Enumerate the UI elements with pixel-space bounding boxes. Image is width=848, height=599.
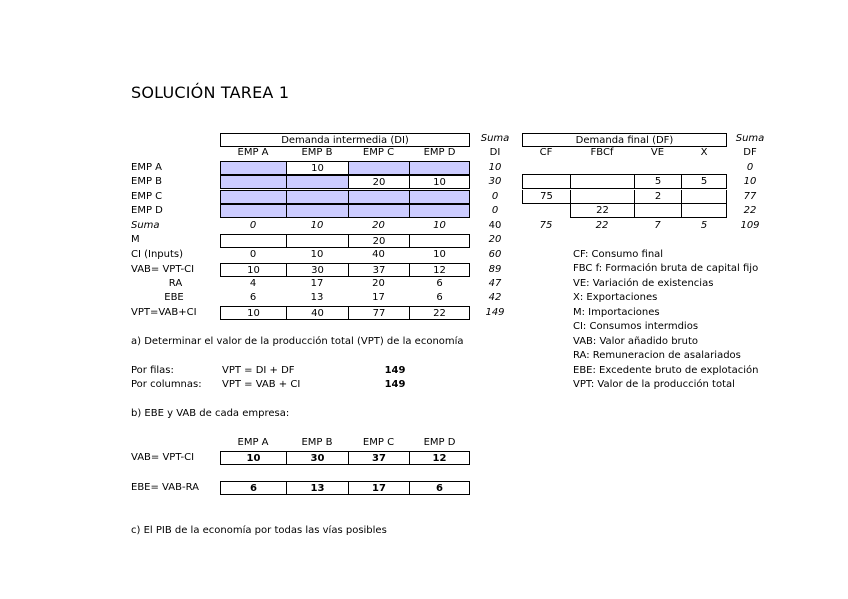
- df-cell: 22: [570, 204, 635, 218]
- ci-cell: 10: [433, 249, 446, 260]
- question-c: c) El PIB de la economía por todas las vías posibles: [131, 525, 387, 536]
- di-cell: 10: [286, 161, 349, 175]
- sum-df-cell: 10: [743, 176, 757, 187]
- suma-di-header: Suma: [480, 133, 510, 144]
- df-cell: [522, 204, 571, 218]
- row-label-vab: VAB= VPT-CI: [131, 264, 195, 275]
- col-header-df: DF: [743, 147, 757, 158]
- sum-di-cell: 30: [488, 176, 502, 187]
- di-cell: 10: [409, 175, 470, 189]
- ebe-sum: 42: [488, 292, 502, 303]
- di-cell: [409, 204, 470, 218]
- di-cell: [220, 175, 287, 189]
- col-header-fbcf: FBCf: [590, 147, 614, 158]
- legend-item: CI: Consumos intermdios: [573, 321, 699, 332]
- suma-cell: 20: [372, 220, 385, 231]
- qb-ebe-label: EBE= VAB-RA: [131, 482, 199, 493]
- vpt-cell: 40: [286, 306, 349, 320]
- ebe-cell: 13: [310, 292, 324, 303]
- qb-col-header: EMP D: [423, 437, 456, 448]
- m-cell: 20: [348, 234, 410, 248]
- sum-di-cell: 0: [491, 205, 499, 216]
- m-sum: 20: [488, 234, 502, 245]
- qb-col-header: EMP C: [362, 437, 395, 448]
- suma-total-di: 40: [488, 220, 502, 231]
- vpt-cell: 22: [409, 306, 470, 320]
- sum-df-cell: 77: [743, 191, 757, 202]
- qb-vab-cell: 30: [286, 451, 349, 465]
- por-columnas-value: 149: [384, 379, 406, 390]
- col-header-di: DI: [489, 147, 501, 158]
- legend-item: M: Importaciones: [573, 307, 660, 318]
- suma-cell: 10: [310, 220, 324, 231]
- qb-ebe-cell: 17: [348, 481, 410, 495]
- row-label-ebe: EBE: [164, 292, 184, 303]
- di-cell: [348, 161, 410, 175]
- vab-cell: 37: [348, 263, 410, 277]
- df-cell: 75: [522, 190, 571, 204]
- ra-cell: 4: [249, 278, 257, 289]
- suma-df-cell: 22: [595, 220, 609, 231]
- di-cell: [286, 204, 349, 218]
- sum-df-cell: 0: [746, 162, 754, 173]
- legend-item: X: Exportaciones: [573, 292, 658, 303]
- row-label-emp-a: EMP A: [131, 162, 162, 173]
- di-cell: [348, 204, 410, 218]
- df-cell: 2: [634, 190, 682, 204]
- di-cell: [286, 175, 349, 189]
- legend-item: CF: Consumo final: [573, 249, 664, 260]
- row-label-vpt: VPT=VAB+CI: [131, 307, 197, 318]
- qb-vab-cell: 10: [220, 451, 287, 465]
- col-header-emp-b: EMP B: [301, 147, 333, 158]
- page-title: SOLUCIÓN TAREA 1: [131, 83, 290, 102]
- qb-ebe-cell: 6: [220, 481, 287, 495]
- ci-cell: 0: [249, 249, 257, 260]
- qb-ebe-cell: 6: [409, 481, 470, 495]
- di-cell: [286, 190, 349, 204]
- suma-df-cell: 5: [700, 220, 708, 231]
- m-cell: [220, 234, 287, 248]
- df-cell: [570, 161, 635, 175]
- ebe-cell: 17: [372, 292, 385, 303]
- row-label-ra: RA: [168, 278, 183, 289]
- di-cell: [220, 190, 287, 204]
- ci-sum: 60: [488, 249, 502, 260]
- col-header-emp-c: EMP C: [362, 147, 395, 158]
- question-a: a) Determinar el valor de la producción total (VPT) de la economía: [131, 336, 464, 347]
- df-cell: 5: [634, 175, 682, 189]
- df-cell: [570, 175, 635, 189]
- question-b: b) EBE y VAB de cada empresa:: [131, 408, 290, 419]
- ci-cell: 40: [372, 249, 385, 260]
- df-cell: 5: [681, 175, 727, 189]
- por-columnas-label: Por columnas:: [131, 379, 202, 390]
- di-cell: [409, 161, 470, 175]
- suma-df-header: Suma: [735, 133, 765, 144]
- suma-df-cell: 7: [654, 220, 661, 231]
- legend-item: VE: Variación de existencias: [573, 278, 714, 289]
- df-cell: [681, 190, 727, 204]
- col-header-cf: CF: [539, 147, 553, 158]
- col-header-x: X: [700, 147, 708, 158]
- col-header-ve: VE: [650, 147, 665, 158]
- di-cell: [409, 190, 470, 204]
- row-label-ci: CI (Inputs): [131, 249, 184, 260]
- vpt-cell: 10: [220, 306, 287, 320]
- qb-ebe-cell: 13: [286, 481, 349, 495]
- df-cell: [681, 161, 727, 175]
- legend-item: RA: Remuneracion de asalariados: [573, 350, 741, 361]
- por-filas-formula: VPT = DI + DF: [222, 365, 295, 376]
- ra-cell: 20: [372, 278, 385, 289]
- di-cell: [220, 204, 287, 218]
- df-cell: [522, 161, 571, 175]
- legend-item: VPT: Valor de la producción total: [573, 379, 735, 390]
- ra-cell: 6: [436, 278, 443, 289]
- qb-vab-cell: 12: [409, 451, 470, 465]
- vab-cell: 30: [286, 263, 349, 277]
- suma-cell: 0: [249, 220, 257, 231]
- vab-cell: 10: [220, 263, 287, 277]
- m-cell: [409, 234, 470, 248]
- di-cell: [348, 190, 410, 204]
- df-cell: [570, 190, 635, 204]
- vpt-cell: 77: [348, 306, 410, 320]
- sum-df-cell: 22: [743, 205, 757, 216]
- row-label-emp-d: EMP D: [131, 205, 163, 216]
- di-header: Demanda intermedia (DI): [220, 133, 470, 147]
- legend-item: VAB: Valor añadido bruto: [573, 336, 699, 347]
- legend-item: FBC f: Formación bruta de capital fijo: [573, 263, 759, 274]
- m-cell: [286, 234, 349, 248]
- suma-total-df: 109: [740, 220, 760, 231]
- vab-sum: 89: [488, 264, 502, 275]
- ci-cell: 10: [310, 249, 324, 260]
- row-label-emp-c: EMP C: [131, 191, 163, 202]
- qb-vab-label: VAB= VPT-CI: [131, 452, 195, 463]
- ra-cell: 17: [310, 278, 324, 289]
- di-cell: [220, 161, 287, 175]
- qb-vab-cell: 37: [348, 451, 410, 465]
- vpt-sum: 149: [485, 307, 505, 318]
- df-header: Demanda final (DF): [522, 133, 727, 147]
- suma-cell: 10: [433, 220, 446, 231]
- row-label-m: M: [131, 234, 140, 245]
- col-header-emp-d: EMP D: [423, 147, 456, 158]
- vab-cell: 12: [409, 263, 470, 277]
- qb-col-header: EMP B: [301, 437, 333, 448]
- di-cell: 20: [348, 175, 410, 189]
- sum-di-cell: 0: [491, 191, 499, 202]
- suma-df-cell: 75: [539, 220, 553, 231]
- df-cell: [634, 204, 682, 218]
- df-cell: [522, 175, 571, 189]
- sum-di-cell: 10: [488, 162, 502, 173]
- row-label-suma: Suma: [131, 220, 160, 231]
- ra-sum: 47: [488, 278, 502, 289]
- row-label-emp-b: EMP B: [131, 176, 163, 187]
- ebe-cell: 6: [249, 292, 257, 303]
- df-cell: [634, 161, 682, 175]
- por-columnas-formula: VPT = VAB + CI: [222, 379, 301, 390]
- df-cell: [681, 204, 727, 218]
- por-filas-value: 149: [384, 365, 406, 376]
- ebe-cell: 6: [436, 292, 443, 303]
- col-header-emp-a: EMP A: [237, 147, 269, 158]
- legend-item: EBE: Excedente bruto de explotación: [573, 365, 759, 376]
- por-filas-label: Por filas:: [131, 365, 174, 376]
- qb-col-header: EMP A: [237, 437, 269, 448]
